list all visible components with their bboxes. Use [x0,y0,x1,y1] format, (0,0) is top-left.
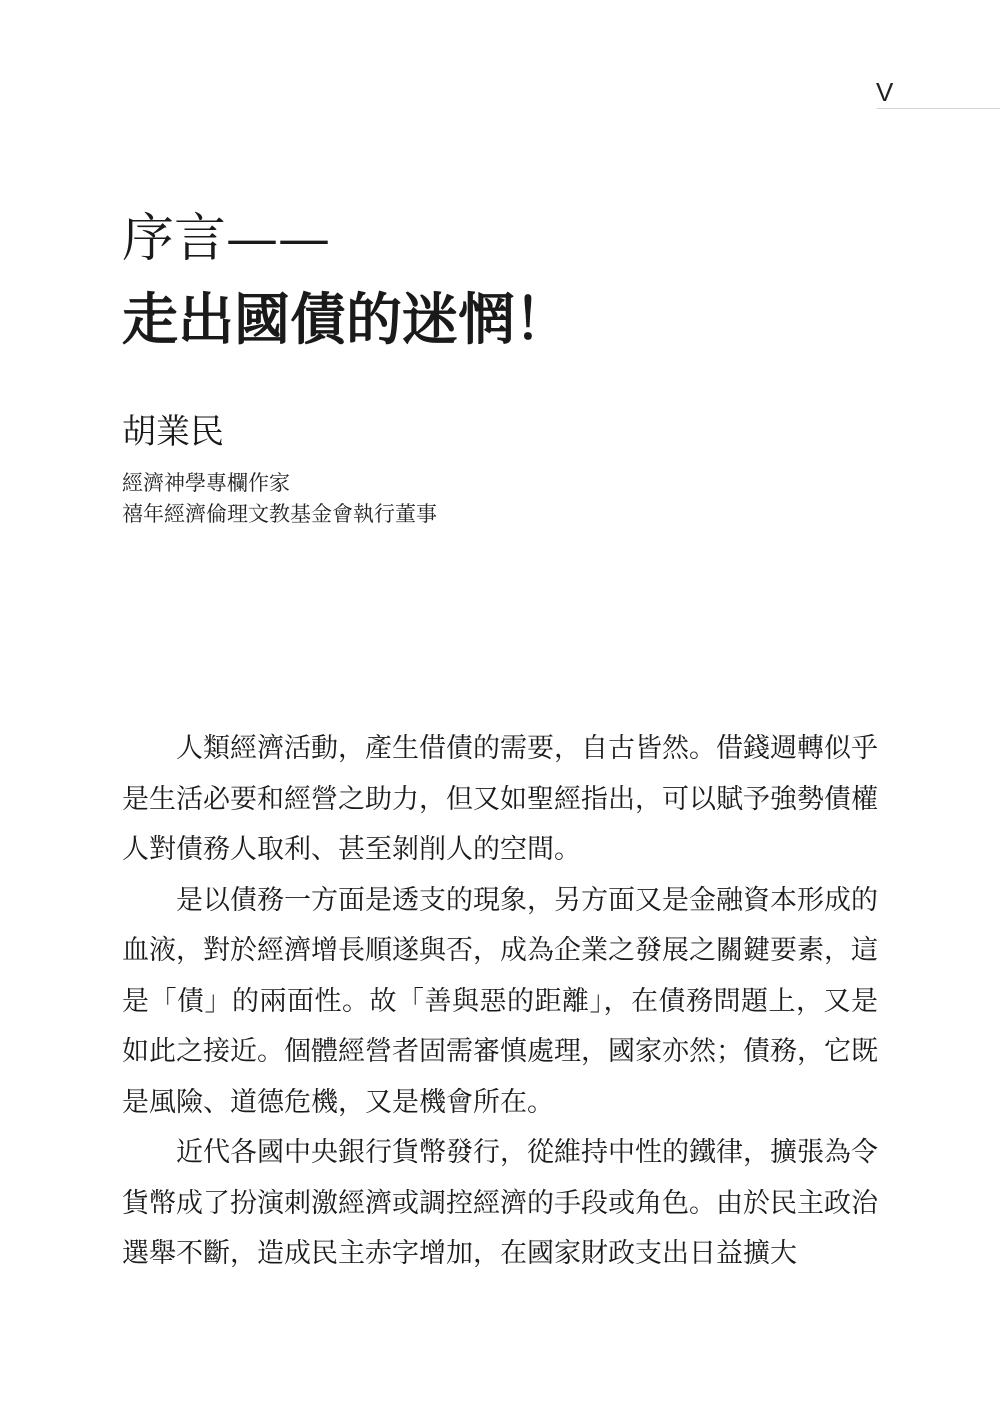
title-block [122,204,882,356]
affiliation-line: 禧年經濟倫理文教基金會執行董事 [122,502,437,526]
body-text [122,724,878,1280]
author-name: 胡業民 [122,412,224,452]
body-paragraph: 是以債務一方面是透支的現象，另方面又是金融資本形成的血液，對於經濟增長順遂與否，成為企業之發展之關鍵要素，這是「債」的兩面性。故「善與惡的距離」，在債務問題上，又是如此之接近。個體經營者固需審慎處理，國家亦然；債務，它既是風險、道德危機，又是機會所在。 [122,884,878,1118]
body-paragraph: 近代各國中央銀行貨幣發行，從維持中性的鐵律，擴張為令貨幣成了扮演刺激經濟或調控經濟的手段或角色。由於民主政治選舉不斷，造成民主赤字增加，在國家財政支出日益擴大 [122,1137,878,1269]
header-rule [877,108,1000,109]
body-paragraph: 人類經濟活動，產生借債的需要，自古皆然。借錢週轉似乎是生活必要和經營之助力，但又如聖經指出，可以賦予強勢債權人對債務人取利、甚至剝削人的空間。 [122,733,878,865]
title-line-main: 走出國債的迷惘！ [122,287,570,353]
affiliation-line: 經濟神學專欄作家 [122,471,290,495]
page-number: V [876,77,894,107]
title-line-preface: 序言—— [122,209,331,269]
author-affiliations [122,468,437,530]
